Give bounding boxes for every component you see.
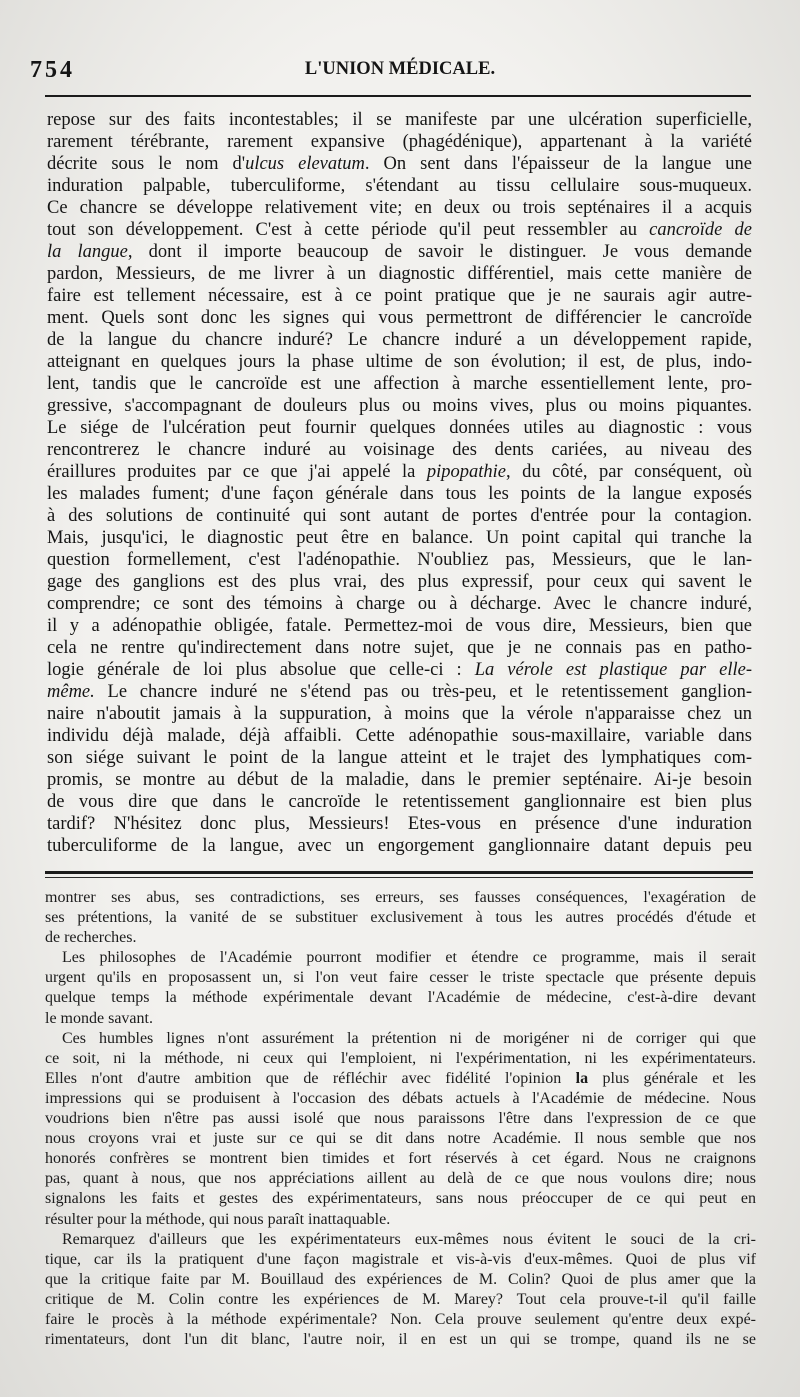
text-segment: ce soit, ni la méthode, ni ceux qui l'emploient, ni l'expérimentation, ni les expérimentateurs.	[45, 1049, 756, 1067]
text-line	[47, 835, 752, 857]
text-segment: repose sur des faits incontestables; il se manifeste par une ulcération superficielle,	[47, 110, 752, 130]
text-segment: logie générale de loi plus absolue que celle-ci :	[47, 660, 475, 680]
text-segment: son siége suivant le point de la langue atteint et le trajet des lymphatiques com-	[47, 748, 752, 768]
line-content	[45, 929, 137, 946]
italic-text: cancroïde de	[649, 220, 753, 240]
line-content	[47, 374, 752, 394]
feuilleton-divider-thin	[45, 877, 753, 878]
text-line	[47, 329, 752, 351]
line-content	[47, 726, 752, 746]
line-content	[47, 220, 752, 240]
text-segment: Elles n'ont d'autre ambition que de réfléchir avec fidélité l'opinion	[45, 1069, 576, 1087]
line-content	[47, 242, 752, 262]
text-line	[47, 725, 752, 747]
line-content	[45, 909, 756, 926]
italic-text: ulcus elevatum	[245, 154, 365, 174]
line-content	[47, 550, 752, 570]
main-text-column	[47, 109, 752, 857]
text-line	[47, 373, 752, 395]
feuilleton-line	[45, 1210, 756, 1230]
feuilleton-line	[45, 1270, 756, 1290]
text-segment: rarement térébrante, rarement expansive (phagédénique), appartenant à la variété	[47, 132, 752, 152]
text-line	[47, 351, 752, 373]
text-segment: pas, quant à nous, que nos appréciations aillent au delà de ce que nous voulons dire; nous	[45, 1170, 756, 1188]
text-segment: montrer ses abus, ses contradictions, ses erreurs, ses fausses conséquences, l'exagération de	[45, 889, 756, 906]
line-content	[47, 814, 752, 834]
feuilleton-line	[45, 968, 756, 988]
text-segment: éraillures produites par ce que j'ai appelé la	[47, 462, 427, 482]
feuilleton-line	[45, 1250, 756, 1270]
text-segment: atteignant en quelques jours la phase ultime de son évolution; il est, de plus, indo-	[47, 352, 752, 372]
line-content	[45, 1331, 756, 1348]
text-segment: comprendre; ce sont des témoins à charge ou à décharge. Avec le chancre induré,	[47, 594, 752, 614]
line-content	[47, 440, 752, 460]
text-line	[47, 549, 752, 571]
text-segment: promis, se montre au début de la maladie, dans le premier septénaire. Ai-je besoin	[47, 770, 752, 790]
feuilleton-line	[45, 988, 756, 1008]
text-segment: rimentateurs, dont l'un dit blanc, l'autre noir, il en est un qui se trompe, quand ils ne se	[45, 1331, 756, 1349]
text-segment: Le chancre induré ne s'étend pas ou très-peu, et le retentissement ganglion-	[94, 682, 752, 702]
journal-title: L'UNION MÉDICALE.	[304, 59, 496, 79]
text-segment: urgent qu'ils en proposassent un, si l'on veut faire cesser le triste spectacle que présente depuis	[45, 969, 756, 987]
feuilleton-line	[45, 1109, 756, 1129]
feuilleton-line	[45, 1049, 756, 1069]
italic-text: la langue	[47, 242, 128, 262]
text-segment: induration palpable, tuberculiforme, s'étendant au tissu cellulaire sous-muqueux.	[47, 176, 752, 196]
feuilleton-line	[45, 1330, 756, 1350]
line-content	[47, 704, 752, 724]
text-segment: rencontrerez le chancre induré au voisinage des dents cariées, au niveau des	[47, 440, 752, 460]
line-content	[45, 1190, 756, 1207]
text-segment: Les philosophes de l'Académie pourront modifier et étendre ce programme, mais il serait	[62, 949, 756, 967]
text-segment: , dont il importe beaucoup de savoir le distinguer. Je vous demande	[127, 242, 752, 262]
text-segment: que la critique faite par M. Bouillaud des expériences de M. Colin? Quoi de plus amer que la	[45, 1270, 756, 1288]
text-line	[47, 131, 752, 153]
feuilleton-line	[45, 908, 756, 928]
text-segment: signalons les faits et gestes des expérimentateurs, sans nous préoccuper de ce qui peut en	[45, 1190, 756, 1208]
italic-text: même.	[47, 682, 95, 702]
text-line	[47, 681, 752, 703]
line-content	[47, 682, 752, 702]
text-segment: nous croyons vrai et juste sur ce qui se dit dans notre Académie. Il nous semble que nos	[45, 1130, 756, 1148]
line-content	[47, 748, 752, 768]
line-content	[47, 836, 752, 856]
text-segment: gressive, s'accompagnant de douleurs plus ou moins vives, plus ou moins piquantes.	[47, 396, 752, 416]
feuilleton-line	[45, 1149, 756, 1169]
text-segment: faire est tellement nécessaire, est à ce point pratique que je ne saurais agir autre-	[47, 286, 752, 306]
text-segment: Ce chancre se développe relativement vite; en deux ou trois septénaires il a acquis	[47, 198, 752, 218]
feuilleton-column	[45, 888, 756, 1350]
feuilleton-line	[45, 1290, 756, 1310]
text-line	[47, 703, 752, 725]
feuilleton-line	[45, 1069, 756, 1089]
text-line	[47, 813, 752, 835]
line-content	[47, 572, 752, 592]
feuilleton-divider	[45, 871, 753, 874]
text-segment: ment. Quels sont donc les signes qui vous permettront de différencier le cancroïde	[47, 308, 752, 328]
text-line	[47, 461, 752, 483]
feuilleton-line	[45, 948, 756, 968]
line-content	[47, 418, 752, 438]
line-content	[47, 616, 752, 636]
feuilleton-line	[45, 1029, 756, 1049]
text-line	[47, 593, 752, 615]
text-line	[47, 571, 752, 593]
text-segment: les malades fument; d'une façon générale dans tous les points de la langue exposés	[47, 484, 752, 504]
italic-text: pipopathie	[426, 462, 506, 482]
line-content	[45, 1251, 756, 1268]
line-content	[47, 638, 752, 658]
line-content	[47, 770, 752, 790]
line-content	[47, 330, 752, 350]
text-line	[47, 659, 752, 681]
text-line	[47, 197, 752, 219]
text-line	[47, 153, 752, 175]
line-content	[45, 1110, 756, 1127]
text-line	[47, 747, 752, 769]
line-content	[47, 154, 752, 174]
line-content	[47, 484, 752, 504]
text-segment: tuberculiforme de la langue, avec un engorgement ganglionnaire datant depuis peu	[47, 836, 752, 856]
text-line	[47, 263, 752, 285]
line-content	[45, 1130, 756, 1147]
text-segment: Le siége de l'ulcération peut fournir quelques données utiles au diagnostic : vous	[47, 418, 752, 438]
text-segment: cela ne rentre qu'indirectement dans notre sujet, que je ne connais pas en patho-	[47, 638, 752, 658]
line-content	[47, 528, 752, 548]
feuilleton-line	[45, 1230, 756, 1250]
line-content	[45, 1010, 153, 1027]
text-segment: voudrions bien n'être pas aussi isolé que nous paraissons l'être dans l'expression de ce que	[45, 1110, 756, 1128]
feuilleton-line	[45, 928, 756, 948]
text-segment: tardif? N'hésitez donc plus, Messieurs! Etes-vous en présence d'une induration	[47, 814, 752, 834]
text-segment: question formellement, c'est l'adénopathie. N'oubliez pas, Messieurs, que le lan-	[47, 550, 752, 570]
line-content	[47, 176, 752, 196]
line-content	[45, 1271, 756, 1288]
text-segment: résulter pour la méthode, qui nous paraît inattaquable.	[45, 1210, 391, 1228]
line-content	[47, 264, 752, 284]
line-content	[45, 1090, 756, 1107]
feuilleton-paragraph	[45, 888, 756, 948]
text-segment: impressions qui se produisent à l'occasion des débats actuels à l'Académie de médecine. Nous	[45, 1089, 756, 1107]
text-segment: Ces humbles lignes n'ont assurément la prétention ni de morigéner ni de corriger qui que	[62, 1029, 756, 1047]
line-content	[47, 110, 752, 130]
text-segment: Mais, jusqu'ici, le diagnostic peut être en balance. Un point capital qui tranche la	[47, 528, 752, 548]
line-content	[45, 969, 756, 986]
line-content	[62, 1030, 756, 1047]
feuilleton-paragraph	[45, 1230, 756, 1351]
line-content	[47, 506, 752, 526]
line-content	[62, 949, 756, 966]
text-segment: tique, car ils la pratiquent d'une façon magistrale et vis-à-vis d'eux-mêmes. Quoi de plus vif	[45, 1250, 756, 1268]
text-segment: . On sent dans l'épaisseur de la langue une	[364, 154, 752, 174]
text-segment: décrite sous le nom d'	[47, 154, 246, 174]
text-segment: le monde savant.	[45, 1009, 153, 1027]
text-segment: de recherches.	[45, 929, 137, 947]
italic-text: La vérole est plastique par elle-	[474, 660, 752, 680]
text-segment: naire n'aboutit jamais à la suppuration, à moins que la vérole n'apparaisse chez un	[47, 704, 752, 724]
line-content	[45, 1050, 756, 1067]
text-line	[47, 527, 752, 549]
line-content	[45, 989, 756, 1006]
line-content	[47, 352, 752, 372]
text-line	[47, 505, 752, 527]
line-content	[45, 1170, 756, 1187]
line-content	[47, 660, 752, 680]
line-content	[45, 1311, 756, 1328]
bold-text: la	[575, 1069, 589, 1087]
line-content	[47, 396, 752, 416]
feuilleton-paragraph	[45, 948, 756, 1028]
feuilleton-line	[45, 1009, 756, 1029]
text-segment: individu déjà malade, déjà affaibli. Cette adénopathie sous-maxillaire, variable dans	[47, 726, 752, 746]
text-line	[47, 791, 752, 813]
text-segment: honorés confrères se montrent bien timides et fort réservés à cet égard. Nous ne craignons	[45, 1150, 756, 1168]
line-content	[47, 198, 752, 218]
feuilleton-line	[45, 1089, 756, 1109]
line-content	[47, 462, 752, 482]
line-content	[47, 792, 752, 812]
text-segment: tout son développement. C'est à cette période qu'il peut ressembler au	[47, 220, 650, 240]
line-content	[47, 286, 752, 306]
feuilleton-line	[45, 1169, 756, 1189]
text-line	[47, 637, 752, 659]
text-line	[47, 395, 752, 417]
text-line	[47, 241, 752, 263]
line-content	[45, 889, 756, 906]
feuilleton-paragraph	[45, 1029, 756, 1230]
text-segment: ses prétentions, la vanité de se substituer exclusivement à tous les autres procédés d'étude et	[45, 909, 756, 927]
line-content	[45, 1291, 756, 1308]
text-line	[47, 483, 752, 505]
text-segment: il y a adénopathie obligée, fatale. Permettez-moi de vous dire, Messieurs, bien que	[47, 616, 752, 636]
text-segment: lent, tandis que le cancroïde est une affection à marche essentiellement lente, pro-	[47, 374, 752, 394]
text-segment: de vous dire que dans le cancroïde le retentissement ganglionnaire est bien plus	[47, 792, 752, 812]
line-content	[47, 132, 752, 152]
text-line	[47, 417, 752, 439]
page-number: 754	[30, 57, 75, 83]
text-line	[47, 307, 752, 329]
text-segment: gage des ganglions est des plus vrai, des plus expressif, pour ceux qui savent le	[47, 572, 752, 592]
feuilleton-line	[45, 1189, 756, 1209]
text-segment: à des solutions de continuité qui sont autant de portes d'entrée pour la contagion.	[47, 506, 752, 526]
text-segment: pardon, Messieurs, de me livrer à un diagnostic différentiel, mais cette manière de	[47, 264, 752, 284]
text-segment: de la langue du chancre induré? Le chancre induré a un développement rapide,	[47, 330, 752, 350]
feuilleton-line	[45, 1129, 756, 1149]
text-line	[47, 285, 752, 307]
text-segment: faire le procès à la méthode expérimentale? Non. Cela prouve seulement qu'entre deux expé-	[45, 1310, 756, 1328]
text-line	[47, 769, 752, 791]
line-content	[45, 1150, 756, 1167]
feuilleton-line	[45, 888, 756, 908]
text-line	[47, 109, 752, 131]
line-content	[47, 594, 752, 614]
text-segment: plus générale et les	[588, 1069, 757, 1087]
text-segment: Remarquez d'ailleurs que les expérimentateurs eux-mêmes nous évitent le souci de la cri-	[62, 1230, 756, 1248]
line-content	[62, 1231, 756, 1248]
text-line	[47, 439, 752, 461]
header-rule	[45, 95, 751, 97]
line-content	[45, 1211, 390, 1228]
text-segment: quelque temps la méthode expérimentale devant l'Académie de médecine, c'est-à-dire devant	[45, 989, 756, 1007]
line-content	[45, 1070, 756, 1087]
text-line	[47, 219, 752, 241]
line-content	[47, 308, 752, 328]
text-line	[47, 615, 752, 637]
text-segment: , du côté, par conséquent, où	[505, 462, 752, 482]
text-line	[47, 175, 752, 197]
text-segment: critique de M. Colin contre les expériences de M. Marey? Tout cela prouve-t-il qu'il faille	[45, 1290, 756, 1308]
feuilleton-line	[45, 1310, 756, 1330]
